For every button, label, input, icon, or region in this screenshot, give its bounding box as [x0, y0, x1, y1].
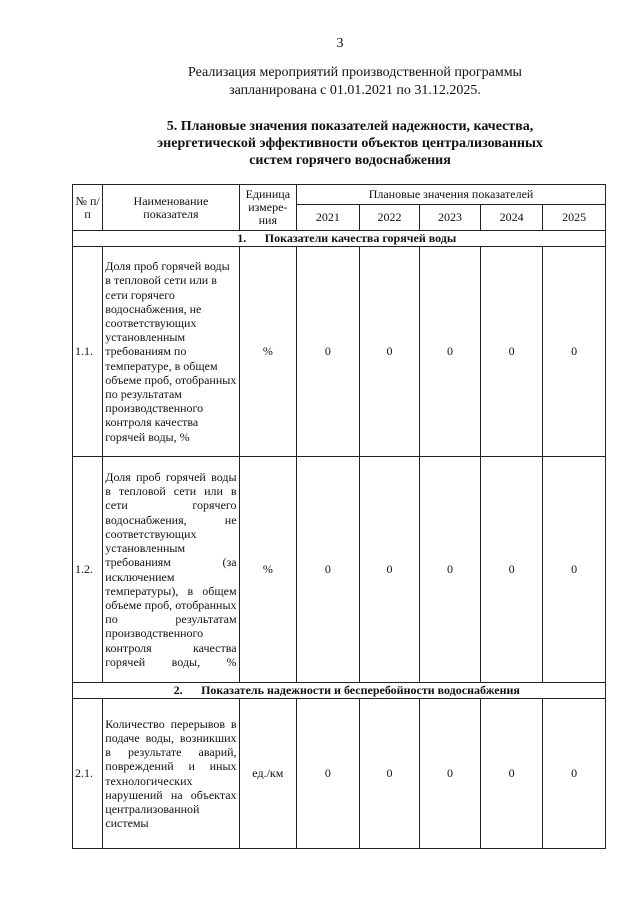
row-value: 0: [359, 699, 420, 849]
section-title-line-1: 5. Плановые значения показателей надежности, качества,: [166, 119, 534, 134]
row-value: 0: [543, 457, 606, 683]
section-heading: Показатели качества горячей воды: [264, 231, 457, 245]
row-unit: ед./км: [239, 699, 297, 849]
row-number: 1.1.: [73, 247, 103, 457]
row-name: Количество перерывов в подаче воды, возникших в результате аварий, повреждений и иных технологических нарушений на объектах централизованной системы: [103, 699, 239, 849]
row-unit: %: [239, 247, 297, 457]
page-number: 3: [336, 36, 344, 51]
row-value: 0: [359, 457, 420, 683]
header-year: 2023: [420, 205, 481, 231]
row-value: 0: [480, 457, 543, 683]
section-number: 2.: [173, 683, 183, 697]
section-number: 1.: [237, 231, 247, 245]
intro-line-2: запланирована с 01.01.2021 по 31.12.2025.: [229, 83, 481, 98]
row-value: 0: [420, 247, 481, 457]
table-row: [73, 699, 606, 849]
row-name: Доля проб горячей воды в тепловой сети или в сети горячего водоснабжения, не соответствующих установленным требованиям по температуре, в общем объеме проб, отобранных по результатам производственного контроля качества горячей воды, %: [103, 247, 239, 457]
intro-line-1: Реализация мероприятий производственной программы: [188, 65, 522, 80]
row-value: 0: [297, 699, 360, 849]
row-number: 2.1.: [73, 699, 103, 849]
header-num: № п/п: [73, 185, 103, 231]
header-year: 2025: [543, 205, 606, 231]
header-year: 2021: [297, 205, 360, 231]
row-value: 0: [480, 247, 543, 457]
header-planned: Плановые значения показателей: [297, 185, 606, 205]
row-value: 0: [297, 247, 360, 457]
section-title: [110, 118, 590, 169]
row-value: 0: [359, 247, 420, 457]
row-number: 1.2.: [73, 457, 103, 683]
header-unit: Единица измере-ния: [239, 185, 297, 231]
row-name: Доля проб горячей воды в тепловой сети или в сети горячего водоснабжения, не соответствующих установленным требованиям (за исключением температуры), в общем объеме проб, отобранных по результатам производственного контроля качества горячей воды, %: [103, 457, 239, 683]
table-row: [73, 247, 606, 457]
intro-text: [150, 64, 560, 100]
section-title-line-3: систем горячего водоснабжения: [249, 153, 451, 168]
row-value: 0: [543, 699, 606, 849]
header-year: 2024: [480, 205, 543, 231]
row-value: 0: [480, 699, 543, 849]
table-row: [73, 457, 606, 683]
row-value: 0: [420, 457, 481, 683]
row-value: 0: [420, 699, 481, 849]
row-value: 0: [543, 247, 606, 457]
section-row: [73, 231, 606, 247]
row-unit: %: [239, 457, 297, 683]
indicators-table: [72, 184, 606, 849]
section-title-line-2: энергетической эффективности объектов централизованных: [157, 136, 543, 151]
section-heading: Показатель надежности и бесперебойности водоснабжения: [201, 683, 520, 697]
header-name: Наименование показателя: [103, 185, 239, 231]
row-value: 0: [297, 457, 360, 683]
section-row: [73, 683, 606, 699]
header-year: 2022: [359, 205, 420, 231]
